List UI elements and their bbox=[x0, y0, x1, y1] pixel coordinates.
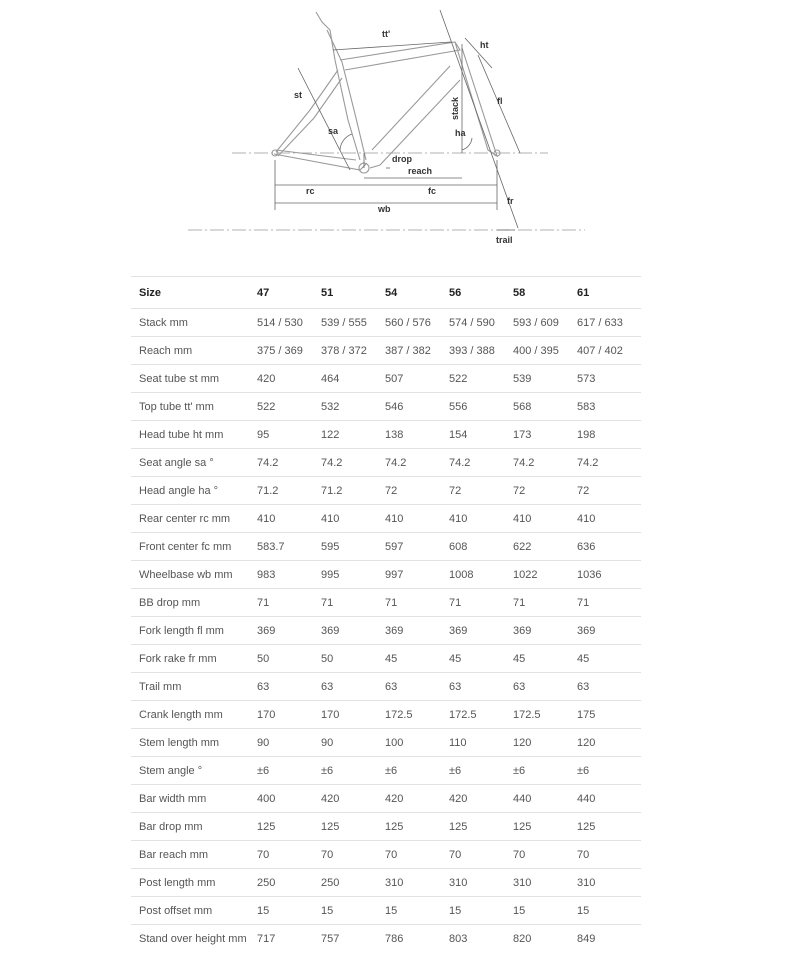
table-cell: 125 bbox=[321, 813, 385, 841]
table-cell: 74.2 bbox=[321, 449, 385, 477]
table-row bbox=[131, 533, 641, 561]
table-cell: 63 bbox=[321, 673, 385, 701]
table-row bbox=[131, 869, 641, 897]
table-cell: 74.2 bbox=[513, 449, 577, 477]
table-cell: 310 bbox=[385, 869, 449, 897]
table-cell: 597 bbox=[385, 533, 449, 561]
row-label: Top tube tt' mm bbox=[131, 393, 257, 421]
row-label: Bar drop mm bbox=[131, 813, 257, 841]
table-cell: 172.5 bbox=[449, 701, 513, 729]
table-cell: 70 bbox=[257, 841, 321, 869]
table-cell: 608 bbox=[449, 533, 513, 561]
row-label: Fork rake fr mm bbox=[131, 645, 257, 673]
table-cell: 45 bbox=[513, 645, 577, 673]
table-cell: 420 bbox=[449, 785, 513, 813]
table-cell: 125 bbox=[257, 813, 321, 841]
table-cell: 573 bbox=[577, 365, 641, 393]
row-label: Seat angle sa ° bbox=[131, 449, 257, 477]
table-cell: 369 bbox=[257, 617, 321, 645]
table-row bbox=[131, 701, 641, 729]
table-cell: ±6 bbox=[385, 757, 449, 785]
table-cell: 636 bbox=[577, 533, 641, 561]
header-row bbox=[131, 277, 641, 309]
table-cell: 71 bbox=[577, 589, 641, 617]
table-row bbox=[131, 813, 641, 841]
table-cell: 250 bbox=[257, 869, 321, 897]
table-cell: 72 bbox=[385, 477, 449, 505]
size-column-header: 58 bbox=[513, 277, 577, 309]
table-cell: 369 bbox=[577, 617, 641, 645]
row-label: Wheelbase wb mm bbox=[131, 561, 257, 589]
row-label: Reach mm bbox=[131, 337, 257, 365]
table-cell: 410 bbox=[321, 505, 385, 533]
row-label: Crank length mm bbox=[131, 701, 257, 729]
table-cell: 617 / 633 bbox=[577, 309, 641, 337]
table-cell: 250 bbox=[321, 869, 385, 897]
table-cell: 100 bbox=[385, 729, 449, 757]
label-st: st bbox=[294, 90, 303, 100]
geometry-table bbox=[131, 276, 641, 952]
table-cell: 546 bbox=[385, 393, 449, 421]
table-cell: 532 bbox=[321, 393, 385, 421]
table-cell: 400 bbox=[257, 785, 321, 813]
table-cell: 410 bbox=[449, 505, 513, 533]
row-label: Head angle ha ° bbox=[131, 477, 257, 505]
table-cell: 983 bbox=[257, 561, 321, 589]
label-fr: fr bbox=[507, 196, 514, 206]
table-cell: 170 bbox=[257, 701, 321, 729]
table-row bbox=[131, 673, 641, 701]
table-row bbox=[131, 897, 641, 925]
table-cell: 410 bbox=[385, 505, 449, 533]
table-cell: 71 bbox=[321, 589, 385, 617]
table-cell: 172.5 bbox=[513, 701, 577, 729]
table-row bbox=[131, 449, 641, 477]
table-cell: 198 bbox=[577, 421, 641, 449]
table-cell: 50 bbox=[257, 645, 321, 673]
table-cell: 74.2 bbox=[449, 449, 513, 477]
table-cell: ±6 bbox=[257, 757, 321, 785]
table-cell: 70 bbox=[449, 841, 513, 869]
table-cell: 420 bbox=[321, 785, 385, 813]
row-label: Rear center rc mm bbox=[131, 505, 257, 533]
table-cell: 522 bbox=[257, 393, 321, 421]
table-cell: 122 bbox=[321, 421, 385, 449]
table-cell: 172.5 bbox=[385, 701, 449, 729]
table-cell: 70 bbox=[513, 841, 577, 869]
table-cell: 71 bbox=[449, 589, 513, 617]
table-cell: ±6 bbox=[321, 757, 385, 785]
table-cell: 522 bbox=[449, 365, 513, 393]
table-cell: 45 bbox=[449, 645, 513, 673]
table-cell: 369 bbox=[321, 617, 385, 645]
row-label: Trail mm bbox=[131, 673, 257, 701]
size-column-header: 47 bbox=[257, 277, 321, 309]
table-cell: 464 bbox=[321, 365, 385, 393]
row-label: Stack mm bbox=[131, 309, 257, 337]
table-cell: 1008 bbox=[449, 561, 513, 589]
table-cell: 90 bbox=[321, 729, 385, 757]
table-cell: 72 bbox=[449, 477, 513, 505]
table-row bbox=[131, 337, 641, 365]
table-cell: 63 bbox=[513, 673, 577, 701]
table-cell: 175 bbox=[577, 701, 641, 729]
table-cell: 420 bbox=[385, 785, 449, 813]
label-ha: ha bbox=[455, 128, 466, 138]
table-row bbox=[131, 365, 641, 393]
table-cell: 45 bbox=[577, 645, 641, 673]
table-cell: 63 bbox=[385, 673, 449, 701]
table-cell: 70 bbox=[577, 841, 641, 869]
table-cell: 63 bbox=[449, 673, 513, 701]
row-label: Post length mm bbox=[131, 869, 257, 897]
table-cell: 95 bbox=[257, 421, 321, 449]
table-row bbox=[131, 841, 641, 869]
table-cell: 440 bbox=[513, 785, 577, 813]
label-trail: trail bbox=[496, 235, 513, 245]
label-tt: tt' bbox=[382, 29, 391, 39]
row-label: Seat tube st mm bbox=[131, 365, 257, 393]
table-cell: 125 bbox=[577, 813, 641, 841]
table-cell: 72 bbox=[577, 477, 641, 505]
table-cell: 375 / 369 bbox=[257, 337, 321, 365]
table-cell: 556 bbox=[449, 393, 513, 421]
table-cell: 420 bbox=[257, 365, 321, 393]
table-row bbox=[131, 477, 641, 505]
row-label: Stem angle ° bbox=[131, 757, 257, 785]
table-cell: 120 bbox=[577, 729, 641, 757]
table-cell: 110 bbox=[449, 729, 513, 757]
table-row bbox=[131, 617, 641, 645]
table-cell: 757 bbox=[321, 925, 385, 953]
size-column-header: 54 bbox=[385, 277, 449, 309]
table-cell: 407 / 402 bbox=[577, 337, 641, 365]
label-fc: fc bbox=[428, 186, 437, 196]
table-cell: 125 bbox=[449, 813, 513, 841]
row-label: Stand over height mm bbox=[131, 925, 257, 953]
table-row bbox=[131, 421, 641, 449]
label-stack: stack bbox=[450, 96, 460, 120]
table-row bbox=[131, 785, 641, 813]
table-cell: 45 bbox=[385, 645, 449, 673]
table-cell: 138 bbox=[385, 421, 449, 449]
row-label: Head tube ht mm bbox=[131, 421, 257, 449]
table-cell: 170 bbox=[321, 701, 385, 729]
table-cell: 15 bbox=[449, 897, 513, 925]
table-cell: 574 / 590 bbox=[449, 309, 513, 337]
table-cell: 369 bbox=[449, 617, 513, 645]
table-row bbox=[131, 757, 641, 785]
table-cell: 310 bbox=[577, 869, 641, 897]
table-cell: 15 bbox=[257, 897, 321, 925]
table-cell: 997 bbox=[385, 561, 449, 589]
table-cell: 15 bbox=[385, 897, 449, 925]
table-row bbox=[131, 505, 641, 533]
table-cell: 71 bbox=[385, 589, 449, 617]
table-cell: 400 / 395 bbox=[513, 337, 577, 365]
row-label: Post offset mm bbox=[131, 897, 257, 925]
table-cell: 440 bbox=[577, 785, 641, 813]
table-cell: 410 bbox=[257, 505, 321, 533]
table-cell: 369 bbox=[513, 617, 577, 645]
table-cell: 539 bbox=[513, 365, 577, 393]
table-cell: ±6 bbox=[513, 757, 577, 785]
size-column-header: 56 bbox=[449, 277, 513, 309]
table-cell: 507 bbox=[385, 365, 449, 393]
size-column-header: 61 bbox=[577, 277, 641, 309]
table-cell: 539 / 555 bbox=[321, 309, 385, 337]
table-cell: 595 bbox=[321, 533, 385, 561]
frame-geometry-diagram bbox=[0, 0, 800, 262]
table-cell: 70 bbox=[321, 841, 385, 869]
table-cell: 378 / 372 bbox=[321, 337, 385, 365]
table-cell: 387 / 382 bbox=[385, 337, 449, 365]
table-cell: 560 / 576 bbox=[385, 309, 449, 337]
label-reach: reach bbox=[408, 166, 433, 176]
table-cell: 583 bbox=[577, 393, 641, 421]
table-row bbox=[131, 729, 641, 757]
table-cell: 622 bbox=[513, 533, 577, 561]
table-cell: 410 bbox=[513, 505, 577, 533]
table-cell: 310 bbox=[449, 869, 513, 897]
label-sa: sa bbox=[328, 126, 339, 136]
table-row bbox=[131, 309, 641, 337]
table-cell: 74.2 bbox=[577, 449, 641, 477]
table-cell: 820 bbox=[513, 925, 577, 953]
table-cell: ±6 bbox=[449, 757, 513, 785]
table-cell: 120 bbox=[513, 729, 577, 757]
size-column-header: 51 bbox=[321, 277, 385, 309]
table-cell: 310 bbox=[513, 869, 577, 897]
table-cell: 15 bbox=[577, 897, 641, 925]
table-cell: 995 bbox=[321, 561, 385, 589]
table-cell: 71.2 bbox=[321, 477, 385, 505]
table-row bbox=[131, 393, 641, 421]
table-cell: 173 bbox=[513, 421, 577, 449]
table-row bbox=[131, 925, 641, 953]
table-cell: 15 bbox=[513, 897, 577, 925]
table-cell: 71 bbox=[257, 589, 321, 617]
table-cell: 410 bbox=[577, 505, 641, 533]
table-cell: 393 / 388 bbox=[449, 337, 513, 365]
table-cell: 70 bbox=[385, 841, 449, 869]
label-rc: rc bbox=[306, 186, 315, 196]
table-row bbox=[131, 589, 641, 617]
label-drop: drop bbox=[392, 154, 412, 164]
row-label: BB drop mm bbox=[131, 589, 257, 617]
label-wb: wb bbox=[378, 204, 391, 214]
table-cell: 1036 bbox=[577, 561, 641, 589]
table-cell: 1022 bbox=[513, 561, 577, 589]
table-cell: 63 bbox=[577, 673, 641, 701]
table-cell: 125 bbox=[513, 813, 577, 841]
table-cell: 71.2 bbox=[257, 477, 321, 505]
table-cell: 71 bbox=[513, 589, 577, 617]
table-cell: 50 bbox=[321, 645, 385, 673]
table-cell: 514 / 530 bbox=[257, 309, 321, 337]
table-cell: 72 bbox=[513, 477, 577, 505]
table-cell: 803 bbox=[449, 925, 513, 953]
table-cell: 717 bbox=[257, 925, 321, 953]
table-row bbox=[131, 645, 641, 673]
row-label: Front center fc mm bbox=[131, 533, 257, 561]
table-cell: 15 bbox=[321, 897, 385, 925]
row-label: Bar reach mm bbox=[131, 841, 257, 869]
table-row bbox=[131, 561, 641, 589]
table-cell: 593 / 609 bbox=[513, 309, 577, 337]
table-cell: 74.2 bbox=[385, 449, 449, 477]
label-ht: ht bbox=[480, 40, 489, 50]
row-label: Bar width mm bbox=[131, 785, 257, 813]
table-cell: 125 bbox=[385, 813, 449, 841]
table-cell: 154 bbox=[449, 421, 513, 449]
size-header: Size bbox=[131, 277, 257, 309]
table-cell: 568 bbox=[513, 393, 577, 421]
row-label: Stem length mm bbox=[131, 729, 257, 757]
table-cell: 786 bbox=[385, 925, 449, 953]
table-cell: 74.2 bbox=[257, 449, 321, 477]
table-cell: 90 bbox=[257, 729, 321, 757]
table-cell: 369 bbox=[385, 617, 449, 645]
table-cell: 63 bbox=[257, 673, 321, 701]
table-cell: 583.7 bbox=[257, 533, 321, 561]
label-fl: fl bbox=[497, 96, 503, 106]
table-cell: 849 bbox=[577, 925, 641, 953]
table-cell: ±6 bbox=[577, 757, 641, 785]
row-label: Fork length fl mm bbox=[131, 617, 257, 645]
